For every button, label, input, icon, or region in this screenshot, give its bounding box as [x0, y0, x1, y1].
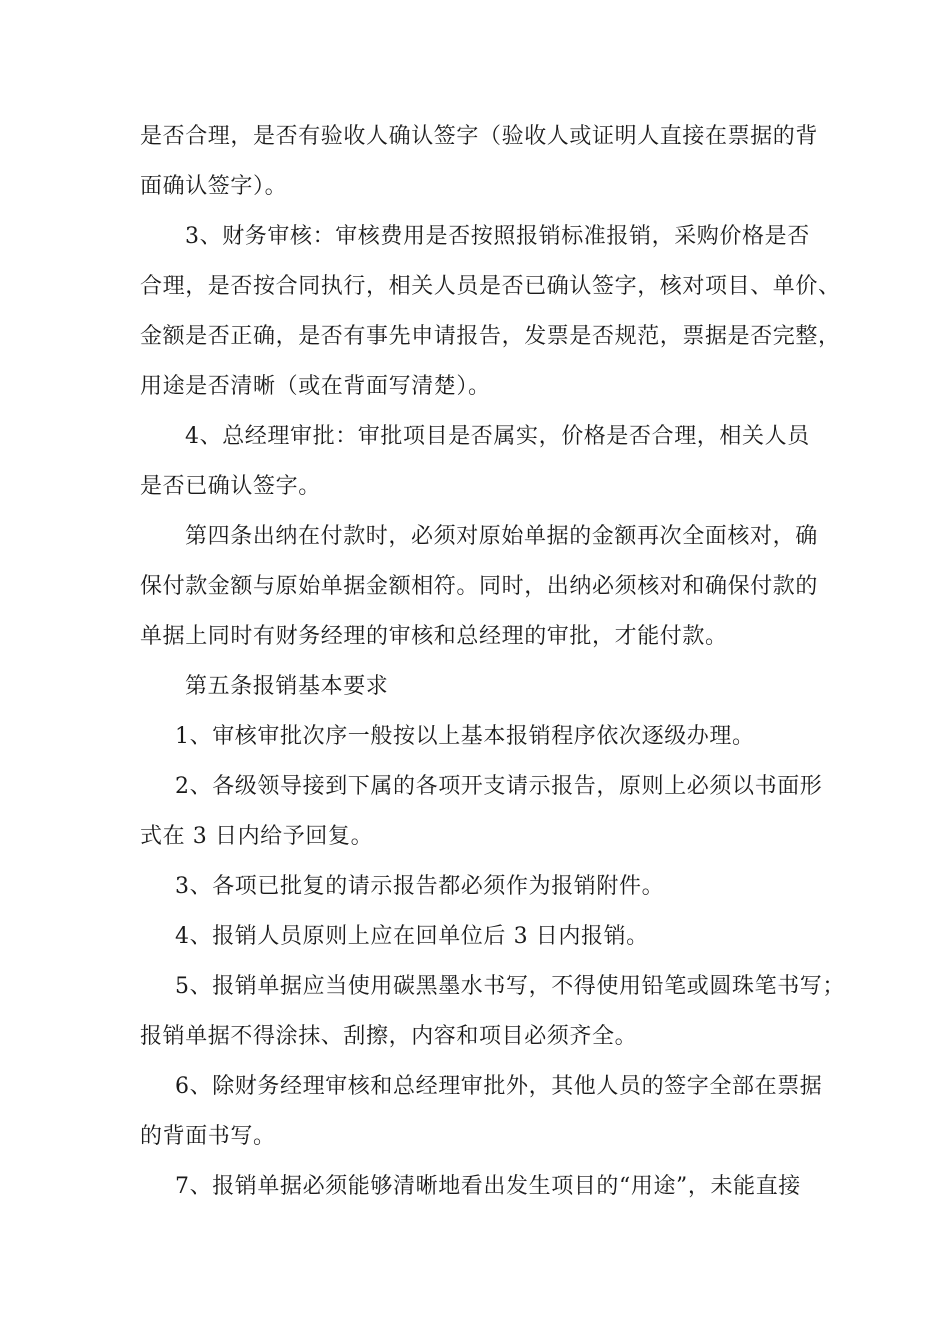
text-line: 1、审核审批次序一般按以上基本报销程序依次逐级办理。 [175, 724, 755, 749]
text-line: 单据上同时有财务经理的审核和总经理的审批，才能付款。 [140, 624, 728, 649]
text-line: 第四条出纳在付款时，必须对原始单据的金额再次全面核对，确 [185, 524, 818, 549]
text-line: 7、报销单据必须能够清晰地看出发生项目的“用途”，未能直接 [175, 1174, 801, 1199]
text-line: 的背面书写。 [140, 1124, 276, 1149]
text-line: 6、除财务经理审核和总经理审批外，其他人员的签字全部在票据 [175, 1074, 823, 1099]
text-line: 是否合理，是否有验收人确认签字（验收人或证明人直接在票据的背 [140, 124, 819, 149]
text-line: 保付款金额与原始单据金额相符。同时，出纳必须核对和确保付款的 [140, 574, 819, 599]
text-line: 式在 3 日内给予回复。 [140, 824, 374, 849]
text-line: 金额是否正确，是否有事先申请报告，发票是否规范，票据是否完整， [140, 324, 841, 349]
text-line: 合理，是否按合同执行，相关人员是否已确认签字，核对项目、单价、 [140, 274, 841, 299]
text-line: 3、各项已批复的请示报告都必须作为报销附件。 [175, 874, 665, 899]
text-line: 5、报销单据应当使用碳黑墨水书写，不得使用铅笔或圆珠笔书写； [175, 974, 845, 999]
text-line: 3、财务审核：审核费用是否按照报销标准报销，采购价格是否 [185, 224, 810, 249]
text-line: 2、各级领导接到下属的各项开支请示报告，原则上必须以书面形 [175, 774, 823, 799]
text-line: 4、报销人员原则上应在回单位后 3 日内报销。 [175, 924, 649, 949]
text-line: 4、总经理审批：审批项目是否属实，价格是否合理，相关人员 [185, 424, 810, 449]
text-line: 面确认签字）。 [140, 174, 288, 199]
text-line: 第五条报销基本要求 [185, 674, 389, 699]
text-line: 用途是否清晰（或在背面写清楚）。 [140, 374, 491, 399]
text-line: 报销单据不得涂抹、刮擦，内容和项目必须齐全。 [140, 1024, 638, 1049]
text-line: 是否已确认签字。 [140, 474, 321, 499]
